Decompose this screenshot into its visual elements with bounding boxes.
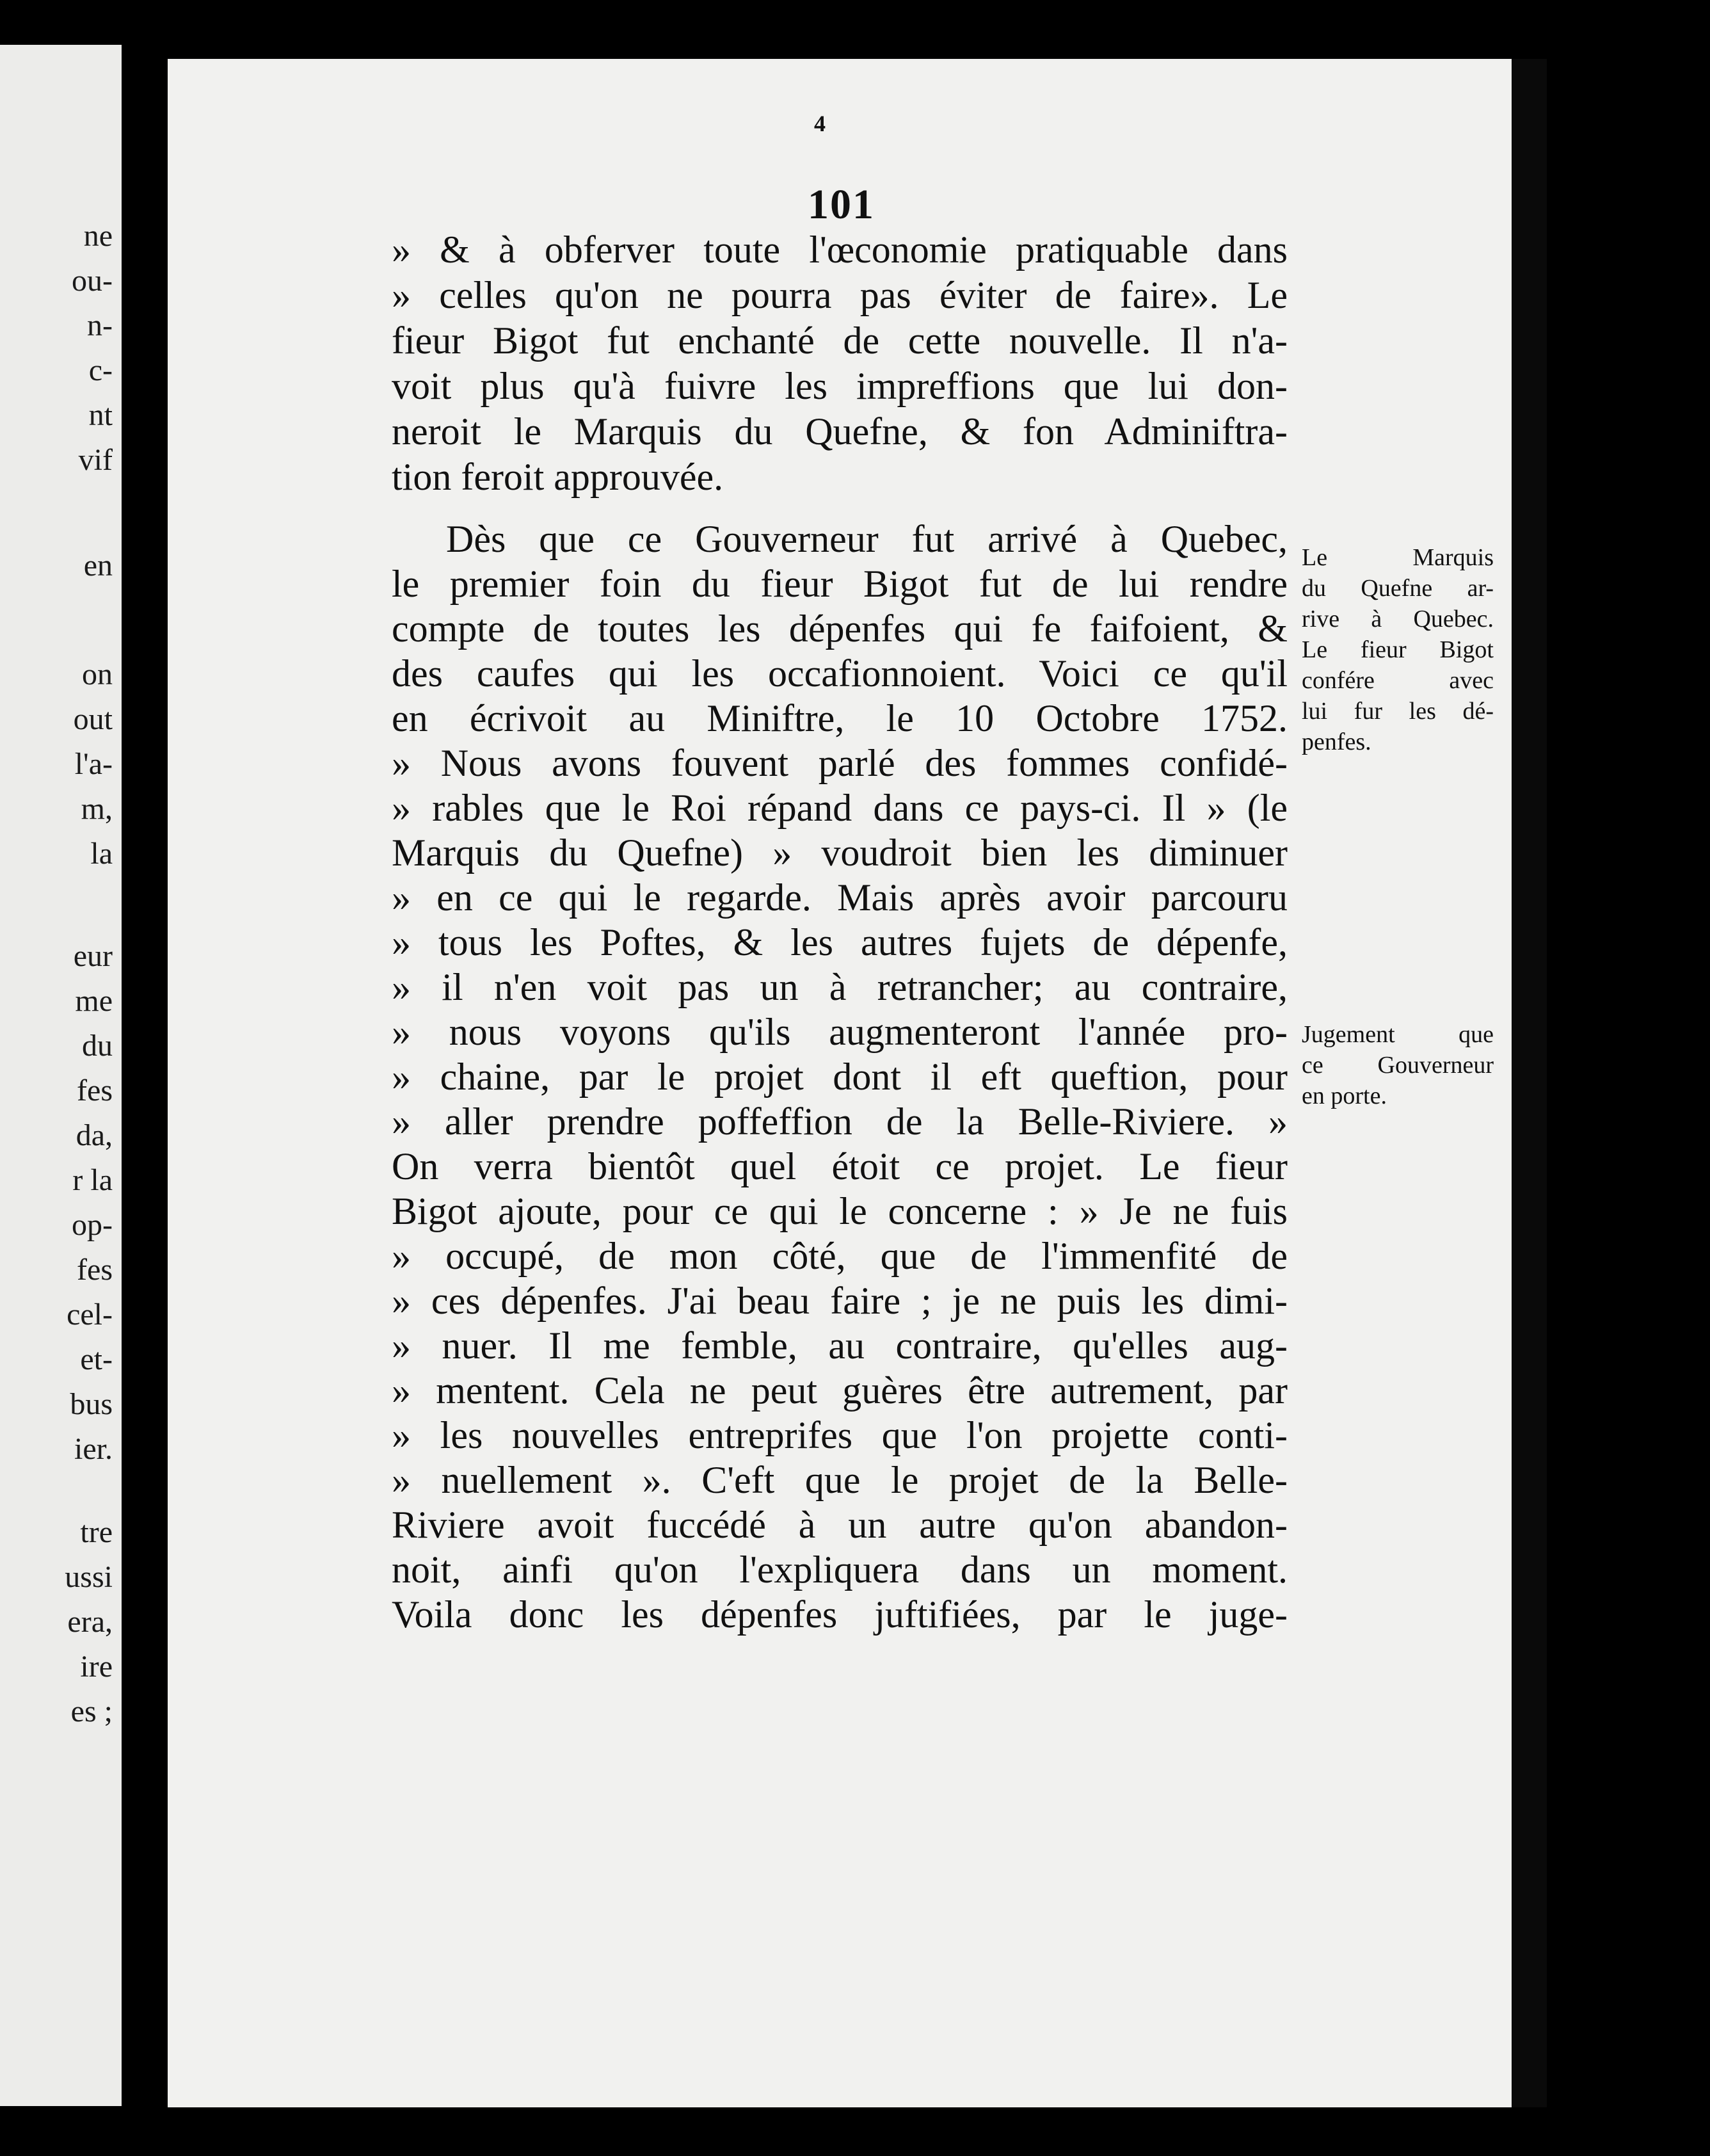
left-fragment: ussi [65,1560,113,1594]
left-fragment: c- [88,353,113,387]
body-line: compte de toutes les dépenfes qui fe faifoient, & [392,607,1288,650]
margin-note-line: rive à Quebec. [1302,606,1494,632]
margin-note-line: du Quefne ar- [1302,575,1494,602]
left-fragment: on [82,657,113,691]
margin-note-line: ce Gouverneur [1302,1052,1494,1079]
left-fragment: vif [78,443,113,477]
body-line: des caufes qui les occafionnoient. Voici ce qu'il [392,652,1288,695]
book-gutter [122,45,173,2106]
body-line: » tous les Poftes, & les autres fujets de dépenfe, [392,921,1288,963]
margin-note-line: confére avec [1302,667,1494,694]
body-line: » ces dépenfes. J'ai beau faire ; je ne puis les dimi- [392,1280,1288,1322]
body-line: Riviere avoit fuccédé à un autre qu'on abandon- [392,1504,1288,1546]
body-line: » aller prendre poffeffion de la Belle-Riviere. » [392,1100,1288,1143]
left-fragment: la [90,837,113,871]
left-fragment: l'a- [74,747,113,781]
left-fragment: ire [80,1650,113,1684]
body-line: » chaine, par le projet dont il eft queftion, pour [392,1056,1288,1098]
left-page [0,45,122,2106]
left-fragment: r la [72,1163,113,1197]
margin-note-line: penfes. [1302,728,1371,755]
page-number: 101 [808,181,875,228]
body-line: Dès que ce Gouverneur fut arrivé à Quebec, [446,518,1288,560]
left-fragment: tre [80,1515,113,1549]
left-fragment: ne [83,219,113,253]
body-line: tion feroit approuvée. [392,456,724,498]
body-line: » en ce qui le regarde. Mais après avoir parcouru [392,876,1288,919]
main-page [168,59,1512,2107]
body-line: » les nouvelles entreprifes que l'on projette conti- [392,1414,1288,1456]
body-line: Marquis du Quefne) » voudroit bien les diminuer [392,832,1288,874]
left-fragment: fes [77,1074,113,1107]
left-fragment: eur [73,939,113,973]
body-line: voit plus qu'à fuivre les impreffions que lui don- [392,365,1288,407]
body-line: Voila donc les dépenfes juftifiées, par le juge- [392,1593,1288,1636]
left-fragment: fes [77,1253,113,1287]
body-line: » occupé, de mon côté, que de l'immenfité de [392,1235,1288,1277]
body-line: On verra bientôt quel étoit ce projet. Le fieur [392,1145,1288,1187]
left-fragment: era, [67,1605,113,1639]
margin-note-line: Jugement que [1302,1021,1494,1048]
left-fragment: ou- [72,264,113,298]
right-edge-strip [1512,59,1547,2107]
body-line: » Nous avons fouvent parlé des fommes confidé- [392,742,1288,784]
body-line: » mentent. Cela ne peut guères être autrement, par [392,1369,1288,1412]
body-line: » nous voyons qu'ils augmenteront l'année pro- [392,1011,1288,1053]
left-fragment: nt [88,398,113,432]
left-fragment: et- [80,1342,113,1376]
left-fragment: es ; [70,1694,113,1728]
left-fragment: out [73,702,113,736]
body-line: en écrivoit au Miniftre, le 10 Octobre 1752. [392,697,1288,739]
body-line: le premier foin du fieur Bigot fut de lui rendre [392,563,1288,605]
margin-note-line: Le Marquis [1302,544,1494,571]
left-fragment: me [75,984,113,1018]
left-fragment: m, [81,792,113,826]
body-line: » il n'en voit pas un à retrancher; au contraire, [392,966,1288,1008]
body-line: noit, ainfi qu'on l'expliquera dans un moment. [392,1549,1288,1591]
left-fragment: n- [87,309,113,342]
body-line: » & à obferver toute l'œconomie pratiquable dans [392,229,1288,271]
body-line: Bigot ajoute, pour ce qui le concerne : » Je ne fuis [392,1190,1288,1232]
body-line: neroit le Marquis du Quefne, & fon Adminiftra- [392,410,1288,453]
left-fragment: cel- [67,1298,113,1331]
top-mark: 4 [814,111,826,136]
margin-note-line: Le fieur Bigot [1302,636,1494,663]
body-line: » rables que le Roi répand dans ce pays-ci. Il » (le [392,787,1288,829]
left-fragment: op- [72,1208,113,1242]
body-line: » nuellement ». C'eft que le projet de la Belle- [392,1459,1288,1501]
margin-note-line: lui fur les dé- [1302,698,1494,725]
body-line: fieur Bigot fut enchanté de cette nouvelle. Il n'a- [392,319,1288,362]
body-line: » celles qu'on ne pourra pas éviter de faire». Le [392,274,1288,316]
left-fragment: du [82,1029,113,1063]
margin-note-line: en porte. [1302,1082,1387,1109]
left-fragment: en [83,549,113,583]
left-fragment: ier. [74,1432,113,1466]
left-fragment: da, [76,1118,113,1152]
left-fragment: bus [70,1387,113,1421]
body-line: » nuer. Il me femble, au contraire, qu'elles aug- [392,1324,1288,1367]
